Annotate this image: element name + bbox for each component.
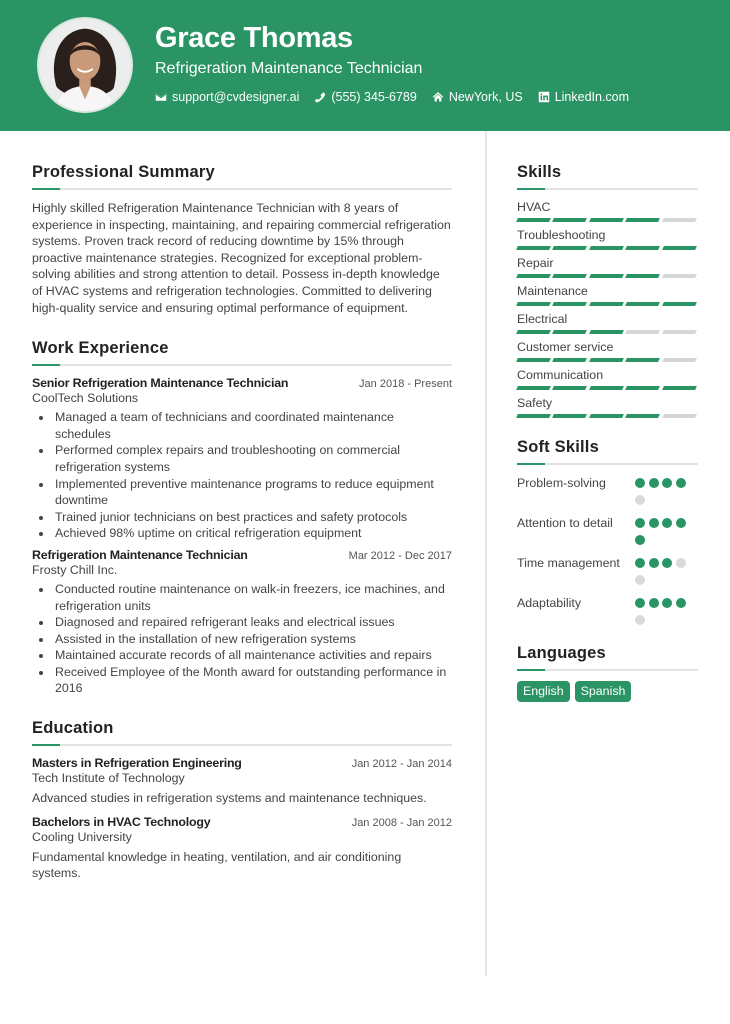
section-heading: Education <box>32 719 114 738</box>
candidate-title: Refrigeration Maintenance Technician <box>155 60 423 77</box>
level-segment <box>516 218 551 222</box>
school: Tech Institute of Technology <box>32 771 185 786</box>
skill-level-bar <box>517 330 698 334</box>
skill-level-bar <box>517 246 698 250</box>
section-rule <box>32 744 452 746</box>
rating-dot <box>635 495 645 505</box>
soft-skill-name: Adaptability <box>517 596 582 610</box>
contact-email[interactable] <box>155 90 299 104</box>
education-description: Fundamental knowledge in heating, ventilation, and air conditioning systems. <box>32 849 402 881</box>
job-company: Frosty Chill Inc. <box>32 562 118 577</box>
job-entry <box>32 548 452 697</box>
level-segment <box>516 274 551 278</box>
skill-level-bar <box>517 302 698 306</box>
skill-item <box>517 312 698 334</box>
language-tag: Spanish <box>575 681 632 702</box>
skill-item <box>517 200 698 222</box>
level-segment <box>552 218 587 222</box>
job-dates: Mar 2012 - Dec 2017 <box>348 549 452 562</box>
soft-skill-rating <box>635 515 695 552</box>
skills-list <box>517 200 698 418</box>
level-segment <box>552 274 587 278</box>
level-segment <box>662 358 697 362</box>
bullet-item: Trained junior technicians on best practices and safety protocols <box>32 509 452 526</box>
level-segment <box>552 330 587 334</box>
job-role: Refrigeration Maintenance Technician <box>32 547 248 562</box>
level-segment <box>516 302 551 306</box>
skill-item <box>517 256 698 278</box>
skill-level-bar <box>517 218 698 222</box>
skill-name: Troubleshooting <box>517 228 606 242</box>
soft-skill-name: Problem-solving <box>517 476 606 490</box>
education-section <box>32 719 452 882</box>
bullet-item: Assisted in the installation of new refrigeration systems <box>32 631 452 648</box>
email-text: support@cvdesigner.ai <box>172 90 300 104</box>
rating-dot <box>662 478 672 488</box>
bullet-item: Received Employee of the Month award for outstanding performance in 2016 <box>32 664 452 697</box>
level-segment <box>662 386 697 390</box>
skill-item <box>517 396 698 418</box>
degree: Bachelors in HVAC Technology <box>32 814 211 829</box>
level-segment <box>589 358 624 362</box>
sidebar-column <box>517 131 698 702</box>
level-segment <box>516 246 551 250</box>
section-heading: Languages <box>517 644 606 662</box>
degree: Masters in Refrigeration Engineering <box>32 756 242 771</box>
section-rule <box>32 188 452 190</box>
phone-text: (555) 345-6789 <box>331 90 417 104</box>
skill-name: Repair <box>517 256 554 270</box>
education-dates: Jan 2008 - Jan 2012 <box>351 816 452 829</box>
skill-level-bar <box>517 358 698 362</box>
education-dates: Jan 2012 - Jan 2014 <box>351 758 452 771</box>
job-company: CoolTech Solutions <box>32 391 139 406</box>
bullet-item: Performed complex repairs and troubleshooting on commercial refrigeration systems <box>32 442 452 475</box>
soft-skills-list <box>517 475 698 632</box>
rating-dot <box>635 478 645 488</box>
section-rule <box>32 364 452 366</box>
level-segment <box>662 274 697 278</box>
level-segment <box>589 246 624 250</box>
section-rule <box>517 669 698 671</box>
level-segment <box>552 246 587 250</box>
soft-skills-section <box>517 438 698 632</box>
skill-item <box>517 284 698 306</box>
bullet-item: Diagnosed and repaired refrigerant leaks and electrical issues <box>32 614 452 631</box>
level-segment <box>662 414 697 418</box>
skills-section <box>517 163 698 418</box>
soft-skill-rating <box>635 475 695 512</box>
level-segment <box>589 218 624 222</box>
level-segment <box>662 330 697 334</box>
rating-dot <box>662 598 672 608</box>
linkedin-icon <box>538 91 550 103</box>
soft-skill-name: Attention to detail <box>517 516 613 530</box>
level-segment <box>589 274 624 278</box>
education-entry <box>32 756 452 807</box>
experience-section <box>32 339 452 697</box>
column-divider <box>485 131 487 976</box>
level-segment <box>662 302 697 306</box>
section-heading: Work Experience <box>32 339 169 358</box>
phone-icon <box>314 91 326 103</box>
level-segment <box>552 414 587 418</box>
rating-dot <box>649 518 659 528</box>
level-segment <box>625 302 660 306</box>
soft-skill-rating <box>635 595 695 632</box>
section-heading: Professional Summary <box>32 163 215 181</box>
section-rule <box>517 188 698 190</box>
contact-phone[interactable] <box>314 90 416 104</box>
level-segment <box>625 246 660 250</box>
skill-name: HVAC <box>517 200 551 214</box>
envelope-icon <box>155 91 167 103</box>
rating-dot <box>635 535 645 545</box>
bullet-item: Managed a team of technicians and coordinated maintenance schedules <box>32 409 452 442</box>
skill-level-bar <box>517 274 698 278</box>
level-segment <box>516 330 551 334</box>
level-segment <box>662 246 697 250</box>
level-segment <box>516 414 551 418</box>
skill-name: Safety <box>517 396 553 410</box>
soft-skill-name: Time management <box>517 556 620 570</box>
job-role: Senior Refrigeration Maintenance Technician <box>32 376 289 391</box>
rating-dot <box>676 518 686 528</box>
level-segment <box>625 274 660 278</box>
bullet-item: Maintained accurate records of all maintenance activities and repairs <box>32 647 452 664</box>
level-segment <box>625 218 660 222</box>
job-bullets <box>32 409 452 542</box>
language-tag: English <box>517 681 570 702</box>
contact-row <box>155 90 644 104</box>
level-segment <box>625 358 660 362</box>
rating-dot <box>649 478 659 488</box>
job-dates: Jan 2018 - Present <box>359 378 452 391</box>
section-heading: Skills <box>517 163 562 181</box>
education-description: Advanced studies in refrigeration systems and maintenance techniques. <box>32 791 427 806</box>
skill-name: Electrical <box>517 312 568 326</box>
education-entry <box>32 815 452 882</box>
level-segment <box>552 386 587 390</box>
rating-dot <box>676 478 686 488</box>
level-segment <box>589 302 624 306</box>
soft-skill-rating <box>635 555 695 592</box>
skill-item <box>517 368 698 390</box>
soft-skill-item <box>517 475 698 512</box>
level-segment <box>552 302 587 306</box>
rating-dot <box>662 518 672 528</box>
skill-name: Communication <box>517 368 604 382</box>
rating-dot <box>676 598 686 608</box>
bullet-item: Conducted routine maintenance on walk-in freezers, ice machines, and refrigeration units <box>32 581 452 614</box>
level-segment <box>625 330 660 334</box>
skill-name: Customer service <box>517 340 614 354</box>
home-icon <box>432 91 444 103</box>
soft-skill-item <box>517 515 698 552</box>
level-segment <box>662 218 697 222</box>
level-segment <box>625 386 660 390</box>
level-segment <box>516 386 551 390</box>
rating-dot <box>635 598 645 608</box>
skill-level-bar <box>517 414 698 418</box>
bullet-item: Achieved 98% uptime on critical refrigeration equipment <box>32 525 452 542</box>
level-segment <box>552 358 587 362</box>
languages-list <box>517 681 698 702</box>
rating-dot <box>676 558 686 568</box>
level-segment <box>589 330 624 334</box>
profile-photo <box>39 19 131 111</box>
soft-skill-item <box>517 555 698 592</box>
main-column <box>32 131 452 888</box>
rating-dot <box>649 558 659 568</box>
rating-dot <box>635 615 645 625</box>
rating-dot <box>662 558 672 568</box>
rating-dot <box>635 575 645 585</box>
contact-location <box>432 90 523 104</box>
rating-dot <box>635 518 645 528</box>
school: Cooling University <box>32 829 132 844</box>
avatar <box>37 17 133 113</box>
job-entry <box>32 376 452 542</box>
location-text: NewYork, US <box>448 90 523 104</box>
skill-item <box>517 340 698 362</box>
contact-linkedin[interactable] <box>538 90 629 104</box>
section-rule <box>517 463 698 465</box>
skill-item <box>517 228 698 250</box>
level-segment <box>516 358 551 362</box>
rating-dot <box>649 598 659 608</box>
bullet-item: Implemented preventive maintenance programs to reduce equipment downtime <box>32 476 452 509</box>
linkedin-text: LinkedIn.com <box>554 90 630 104</box>
languages-section <box>517 644 698 702</box>
skill-level-bar <box>517 386 698 390</box>
resume-header <box>0 0 730 131</box>
level-segment <box>589 386 624 390</box>
summary-section <box>32 163 452 316</box>
skill-name: Maintenance <box>517 284 588 298</box>
job-bullets <box>32 581 452 697</box>
section-heading: Soft Skills <box>517 438 599 456</box>
candidate-name: Grace Thomas <box>155 22 353 54</box>
level-segment <box>589 414 624 418</box>
soft-skill-item <box>517 595 698 632</box>
summary-text: Highly skilled Refrigeration Maintenance Technician with 8 years of experience in inspecting, maintaining, and repairing commercial refrigeration systems. Proven track record of reducing downtime by 15% through proactive maintenance strategies. Recognized for exceptional problem-solving abilities and strong attention to detail. Possess in-depth knowledge of HVAC systems and refrigeration technologies. Committed to delivering high-quality service and ensuring optimal performance of equipment. <box>32 201 451 315</box>
rating-dot <box>635 558 645 568</box>
level-segment <box>625 414 660 418</box>
